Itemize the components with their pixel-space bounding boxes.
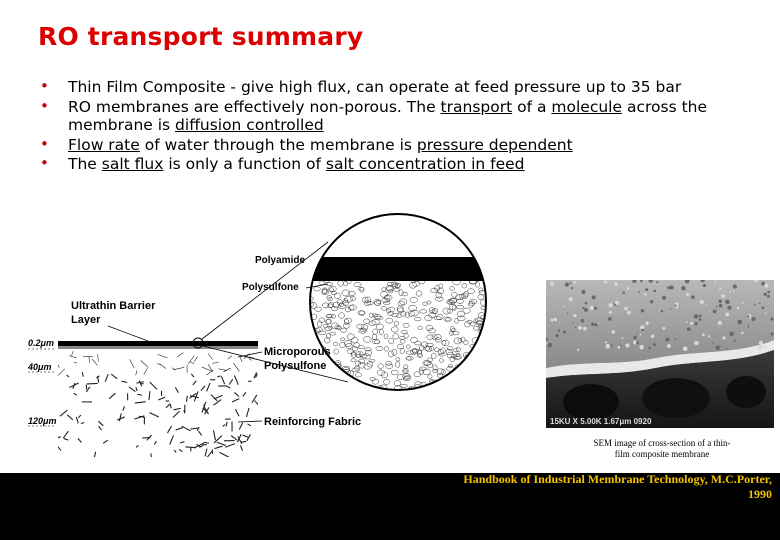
- microporous-label-line2: Polysulfone: [264, 360, 327, 372]
- sem-scale-text: 15KU X 5.00K 1.67μm 0920: [550, 417, 652, 426]
- bullet-item: [40, 155, 750, 174]
- footer-reference: [452, 472, 772, 502]
- footer-org-line: MSc in Chemical and Pharmaceutical Process Technology: [148, 487, 377, 496]
- bullet-dot-icon: •: [40, 134, 49, 153]
- bullet-text-segment: of a: [512, 97, 552, 116]
- underlined-term: molecule: [551, 97, 623, 116]
- bullet-text: [68, 136, 573, 154]
- sem-caption-line: film composite membrane: [614, 449, 710, 459]
- bullet-text-segment: across the membrane is: [68, 97, 708, 134]
- bullet-item: [40, 98, 750, 135]
- underlined-term: Flow rate: [68, 135, 140, 154]
- underlined-term: pressure dependent: [416, 135, 573, 154]
- bullet-text: [68, 78, 681, 96]
- sem-caption: [562, 438, 762, 460]
- thickness-label: 120μm: [28, 416, 57, 426]
- bullet-text: [68, 155, 525, 173]
- footer-reference-line: 1990: [748, 487, 772, 501]
- bullet-item: [40, 78, 750, 97]
- slide-number: 24: [34, 474, 51, 493]
- bullet-text: [68, 98, 707, 135]
- thickness-label: 40μm: [28, 362, 52, 372]
- footer-date: 30-Apr-09: [78, 475, 122, 484]
- barrier-layer-label-line2: Layer: [71, 314, 101, 326]
- footer-organization: [148, 475, 376, 497]
- membrane-slab: [52, 341, 259, 461]
- bullet-text-segment: The: [68, 155, 102, 173]
- footer-org-line: Dublin Institute of Technology: [148, 476, 268, 485]
- underlined-term: salt flux: [101, 155, 164, 173]
- membrane-cross-section-diagram: [28, 212, 508, 462]
- underlined-term: salt concentration in feed: [325, 155, 525, 173]
- bullet-text-segment: RO membranes are effectively non-porous. The: [68, 97, 441, 116]
- bullet-text-segment: Thin Film Composite - give high flux, can operate at feed pressure up to 35 bar: [68, 78, 682, 96]
- polyamide-label: Polyamide: [255, 255, 306, 266]
- bullet-text-segment: is only a function of: [163, 155, 326, 173]
- sem-caption-line: SEM image of cross-section of a thin-: [593, 438, 731, 448]
- bullet-dot-icon: •: [40, 77, 49, 95]
- thickness-label: 0.2μm: [28, 338, 54, 348]
- bullet-dot-icon: •: [40, 96, 49, 115]
- bullet-dot-icon: •: [40, 154, 49, 172]
- slide-title: RO transport summary: [38, 22, 364, 51]
- underlined-term: diffusion controlled: [175, 116, 324, 134]
- polysulfone-label: Polysulfone: [242, 282, 299, 293]
- microporous-label: Microporous: [264, 346, 331, 358]
- reinforcing-fabric-label: Reinforcing Fabric: [264, 416, 362, 428]
- footer-reference-line: Handbook of Industrial Membrane Technology, M.C.Porter,: [463, 472, 772, 486]
- bullet-list: [40, 78, 750, 175]
- barrier-layer-label: Ultrathin Barrier: [71, 300, 156, 312]
- magnified-view: [307, 214, 488, 394]
- bullet-item: [40, 136, 750, 155]
- underlined-term: transport: [440, 97, 513, 116]
- sem-micrograph-image: [546, 280, 774, 428]
- bullet-text-segment: of water through the membrane is: [139, 135, 417, 154]
